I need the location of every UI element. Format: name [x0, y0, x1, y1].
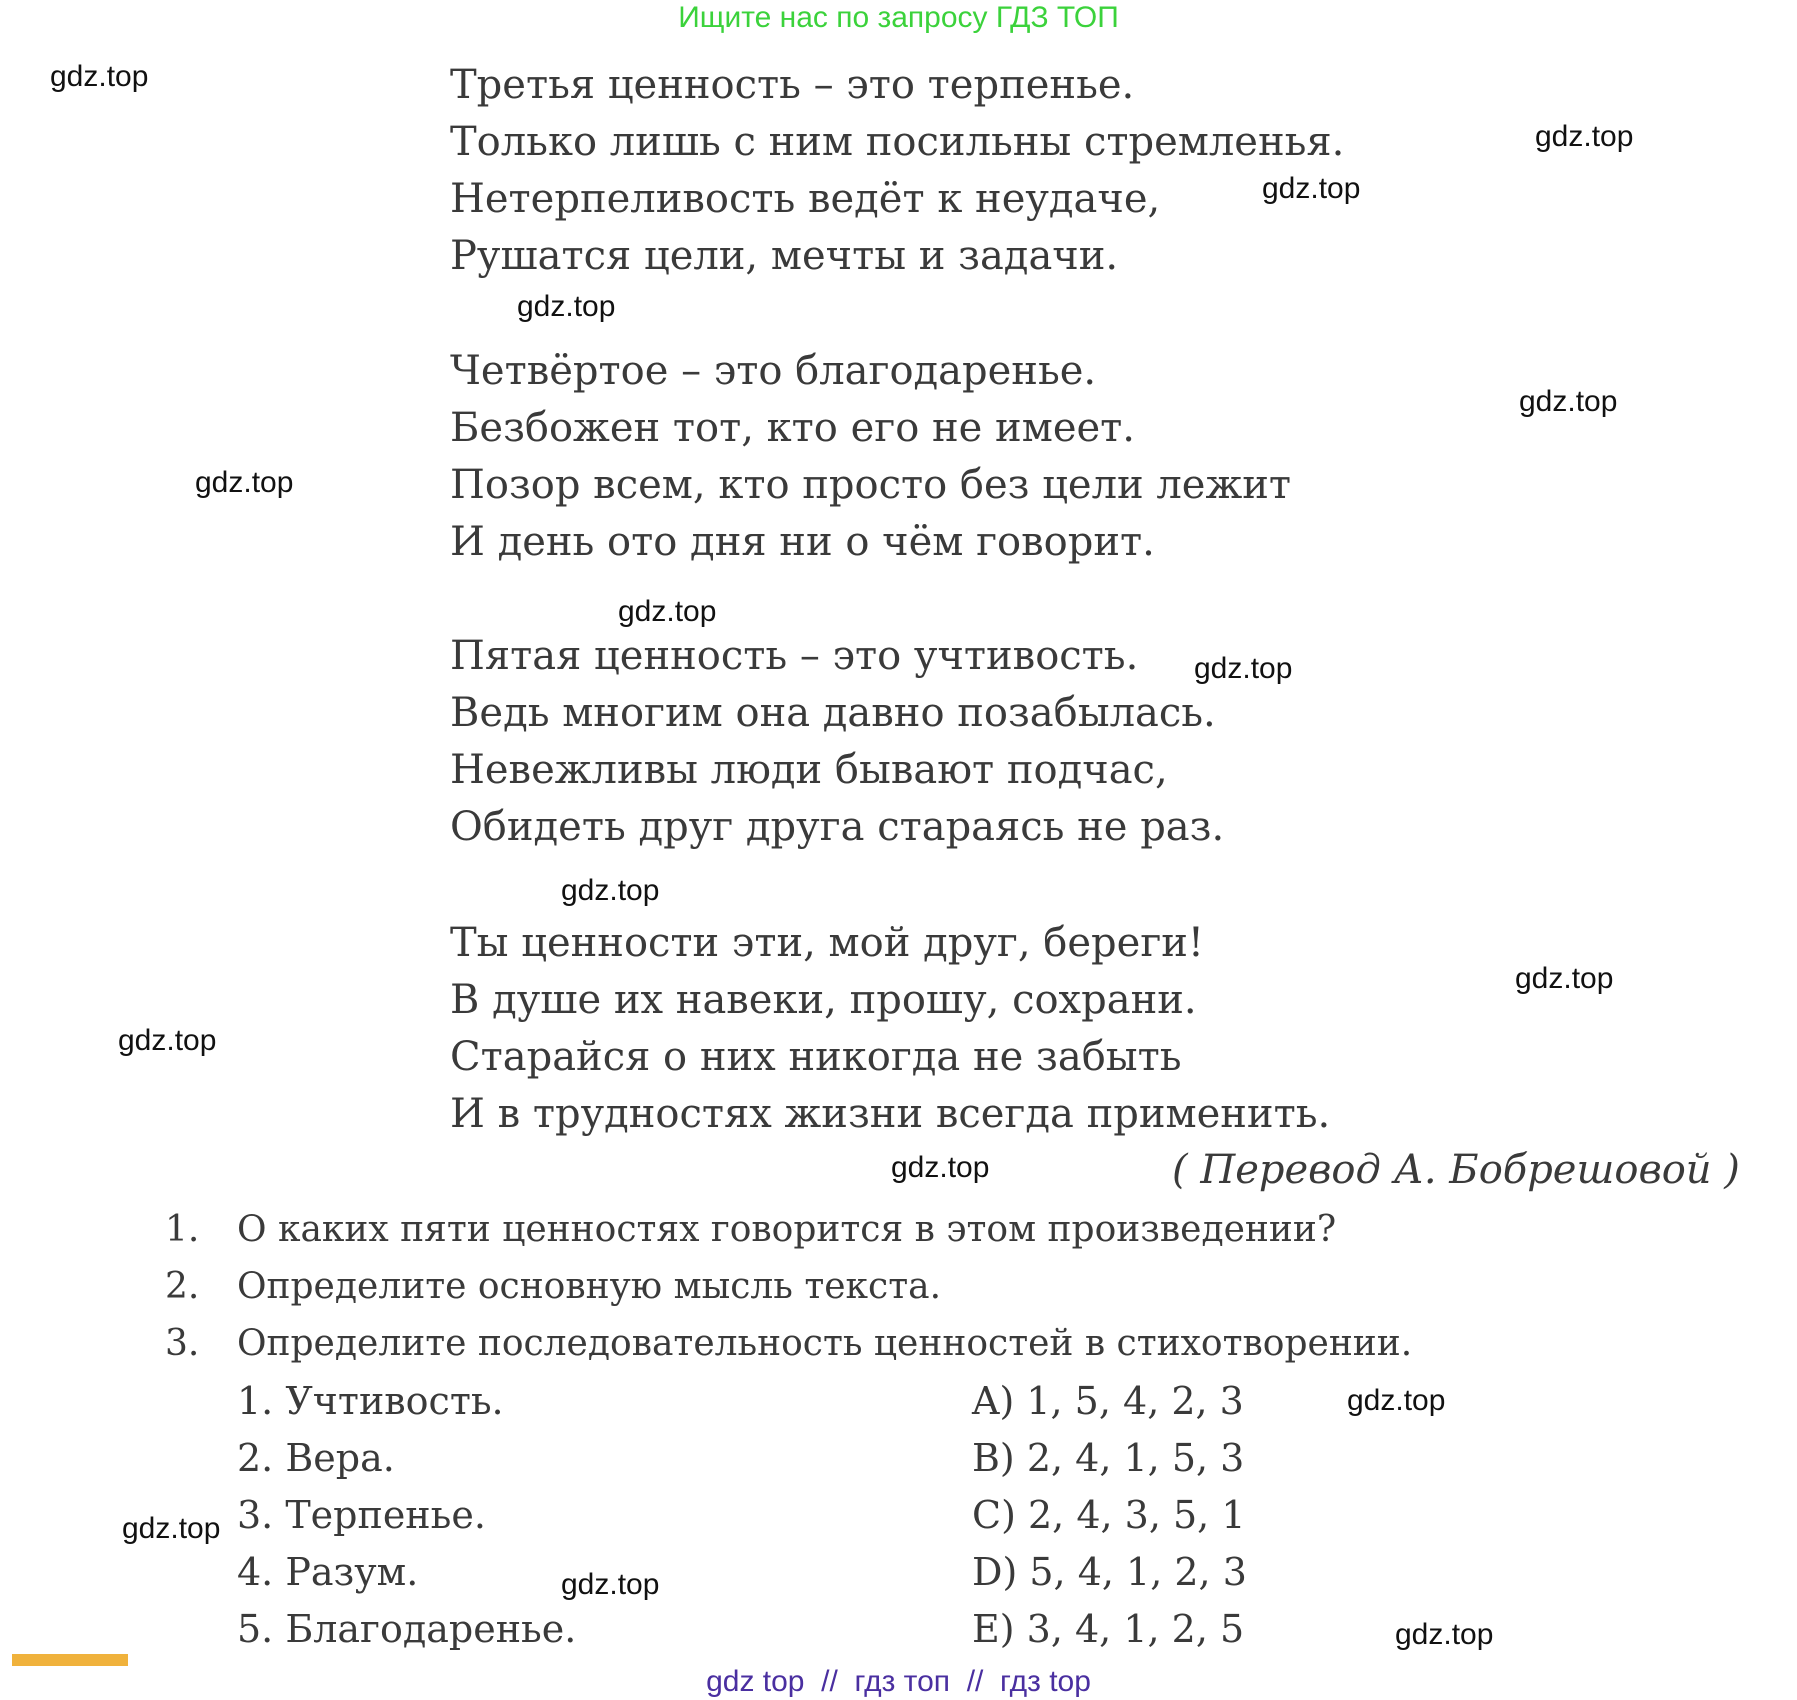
watermark: gdz.top — [118, 1024, 217, 1057]
poem-stanza-4 — [450, 343, 1291, 571]
answer-option: A) 1, 5, 4, 2, 3 — [972, 1379, 1244, 1423]
watermark: gdz.top — [517, 290, 616, 323]
question-item — [165, 1319, 1412, 1369]
watermark: gdz.top — [50, 60, 149, 93]
answer-option: B) 2, 4, 1, 5, 3 — [972, 1436, 1245, 1480]
question-text: Определите основную мысль текста. — [237, 1266, 942, 1307]
verse-line: Невежливы люди бывают подчас, — [450, 747, 1168, 793]
value-list-item: 4. Разум. — [237, 1550, 419, 1594]
question-item — [165, 1262, 941, 1312]
question-number: 1. — [165, 1209, 200, 1250]
verse-line: Ведь многим она давно позабылась. — [450, 690, 1216, 736]
verse-line: Обидеть друг друга стараясь не раз. — [450, 804, 1225, 850]
verse-line: В душе их навеки, прошу, сохрани. — [450, 977, 1197, 1023]
verse-line: Третья ценность – это терпенье. — [450, 62, 1135, 108]
watermark: gdz.top — [618, 595, 717, 628]
poem-stanza-final — [450, 915, 1330, 1143]
top-search-banner: Ищите нас по запросу ГДЗ ТОП — [678, 1, 1119, 34]
watermark: gdz.top — [1395, 1618, 1494, 1651]
verse-line: Четвёртое – это благодаренье. — [450, 348, 1097, 394]
verse-line: Только лишь с ним посильны стремленья. — [450, 119, 1345, 165]
watermark: gdz.top — [561, 1568, 660, 1601]
value-list-item: 3. Терпенье. — [237, 1493, 486, 1537]
poem-stanza-5 — [450, 628, 1224, 856]
watermark: gdz.top — [1262, 172, 1361, 205]
footer-watermark: gdz top // гдз топ // гдз top — [706, 1665, 1091, 1698]
answer-option: C) 2, 4, 3, 5, 1 — [972, 1493, 1246, 1537]
watermark: gdz.top — [561, 874, 660, 907]
verse-line: Рушатся цели, мечты и задачи. — [450, 233, 1119, 279]
answer-option: E) 3, 4, 1, 2, 5 — [972, 1607, 1245, 1651]
watermark: gdz.top — [122, 1512, 221, 1545]
watermark: gdz.top — [1515, 962, 1614, 995]
answer-option: D) 5, 4, 1, 2, 3 — [972, 1550, 1247, 1594]
value-list-item: 2. Вера. — [237, 1436, 395, 1480]
verse-line: И в трудностях жизни всегда применить. — [450, 1091, 1331, 1137]
question-number: 2. — [165, 1266, 200, 1307]
verse-line: Нетерпеливость ведёт к неудаче, — [450, 176, 1161, 222]
question-item — [165, 1205, 1336, 1255]
translation-attribution: ( Перевод А. Бобрешовой ) — [1172, 1147, 1740, 1193]
watermark: gdz.top — [195, 466, 294, 499]
verse-line: Позор всем, кто просто без цели лежит — [450, 462, 1292, 508]
poem-stanza-3 — [450, 57, 1344, 285]
watermark: gdz.top — [1347, 1384, 1446, 1417]
verse-line: И день ото дня ни о чём говорит. — [450, 519, 1155, 565]
question-number: 3. — [165, 1323, 200, 1364]
watermark: gdz.top — [1194, 652, 1293, 685]
value-list-item: 5. Благодаренье. — [237, 1607, 577, 1651]
question-text: О каких пяти ценностях говорится в этом произведении? — [237, 1209, 1337, 1250]
value-list-item: 1. Учтивость. — [237, 1379, 504, 1423]
verse-line: Безбожен тот, кто его не имеет. — [450, 405, 1136, 451]
verse-line: Ты ценности эти, мой друг, береги! — [450, 920, 1205, 966]
watermark: gdz.top — [1519, 385, 1618, 418]
watermark: gdz.top — [1535, 120, 1634, 153]
question-text: Определите последовательность ценностей в стихотворении. — [237, 1323, 1413, 1364]
watermark: gdz.top — [891, 1151, 990, 1184]
verse-line: Старайся о них никогда не забыть — [450, 1034, 1182, 1080]
verse-line: Пятая ценность – это учтивость. — [450, 633, 1139, 679]
